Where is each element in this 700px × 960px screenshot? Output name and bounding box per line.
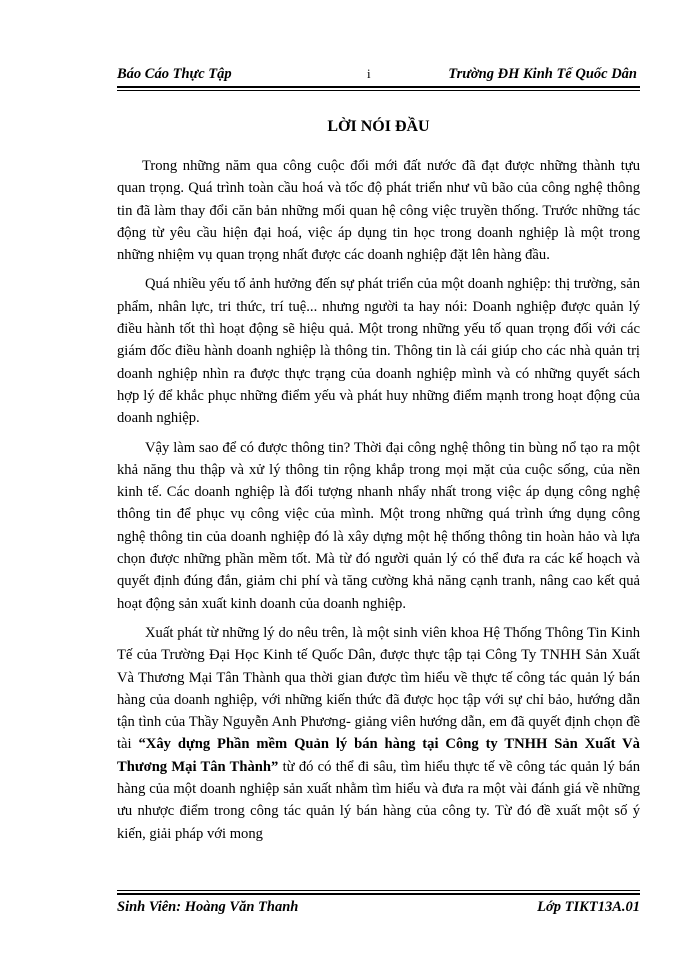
document-body [117,155,640,852]
footer-rule-thick [117,893,640,895]
paragraph-4-rest: từ đó có thể đi sâu, tìm hiểu thực tế về công tác quản lý bán hàng của một doanh nghiệp sản xuất nhằm tìm hiểu và đưa ra một vài đánh giá về những ưu nhược điểm trong công tác quản lý bán hàng của công ty. Từ đó đề xuất một số ý kiến, giải pháp với mong [117,758,640,842]
paragraph-3: Vậy làm sao để có được thông tin? Thời đại công nghệ thông tin bùng nổ tạo ra một khả năng thu thập và xử lý thông tin rộng khắp trong mọi mặt của cuộc sống, của nền kinh tế. Các doanh nghiệp là đối tượng nhanh nhẩy nhất trong việc áp dụng công nghệ thông tin để phục vụ công việc của mình. Một trong những quá trình ứng dụng công nghệ thông tin của doanh nghiệp đó là xây dựng một hệ thống thông tin hoàn hảo và lựa chọn được những phần mềm tốt. Mà từ đó người quản lý có thể đưa ra các kế hoạch và quyết định đúng đắn, giảm chi phí và tăng cường khả năng cạnh tranh, nâng cao kết quả hoạt động sản xuất kinh doanh của doanh nghiệp. [117,439,640,612]
header-rule-thin [117,90,640,91]
header-report-title: Báo Cáo Thực Tập [117,66,232,82]
page-header [117,62,637,84]
footer-rule-thin [117,890,640,891]
page-number: i [367,66,371,81]
paragraph-4 [117,622,640,845]
paragraph-2: Quá nhiều yếu tố ảnh hưởng đến sự phát triển của một doanh nghiệp: thị trường, sản phẩm, nhân lực, tri thức, trí tuệ... nhưng người ta hay nói: Doanh nghiệp được quản lý điều hành tốt thì hoạt động sẽ hiệu quả. Một trong những yếu tố quan trọng đối với các giám đốc điều hành doanh nghiệp là thông tin. Thông tin là cái giúp cho các nhà quản trị doanh nghiệp nhìn ra được thực trạng của doanh nghiệp mình và có những quyết sách hợp lý để khắc phục những điểm yếu và phát huy những điểm mạnh trong hoạt động của doanh nghiệp. [117,276,640,427]
paragraph-4-intro: Xuất phát từ những lý do nêu trên, là một sinh viên khoa Hệ Thống Thông Tin Kinh Tế của Trường Đại Học Kinh tế Quốc Dân, được thực tập tại Công Ty TNHH Sản Xuất Và Thương Mại Tân Thành qua thời gian được tìm hiểu về thực tế công tác quản lý bán hàng của doanh nghiệp, với những kiến thức đã được học tập với sự chỉ bảo, hướng dẫn tận tình của Thầy Nguyễn Anh Phương- giảng viên hướng dẫn, em đã quyết định chọn đề tài [117,624,640,753]
footer-class: Lớp TIKT13A.01 [537,899,640,915]
page-title: LỜI NÓI ĐẦU [327,118,430,135]
footer-student: Sinh Viên: Hoàng Văn Thanh [117,899,299,915]
paragraph-1: Trong những năm qua công cuộc đổi mới đất nước đã đạt được những thành tựu quan trọng. Quá trình toàn cầu hoá và tốc độ phát triển như vũ bão của công nghệ thông tin đã làm thay đổi căn bản những mối quan hệ công việc truyền thống. Trước những tác động từ yêu cầu hiện đại hoá, việc áp dụng tin học trong doanh nghiệp là một trong những nhiệm vụ quan trọng nhất được các doanh nghiệp đặt lên hàng đầu. [117,158,640,264]
header-rule-thick [117,86,640,88]
header-university: Trường ĐH Kinh Tế Quốc Dân [448,66,637,82]
thesis-topic: “Xây dựng Phần mềm Quản lý bán hàng tại Công ty TNHH Sản Xuất Và Thương Mại Tân Thành” [117,736,640,775]
